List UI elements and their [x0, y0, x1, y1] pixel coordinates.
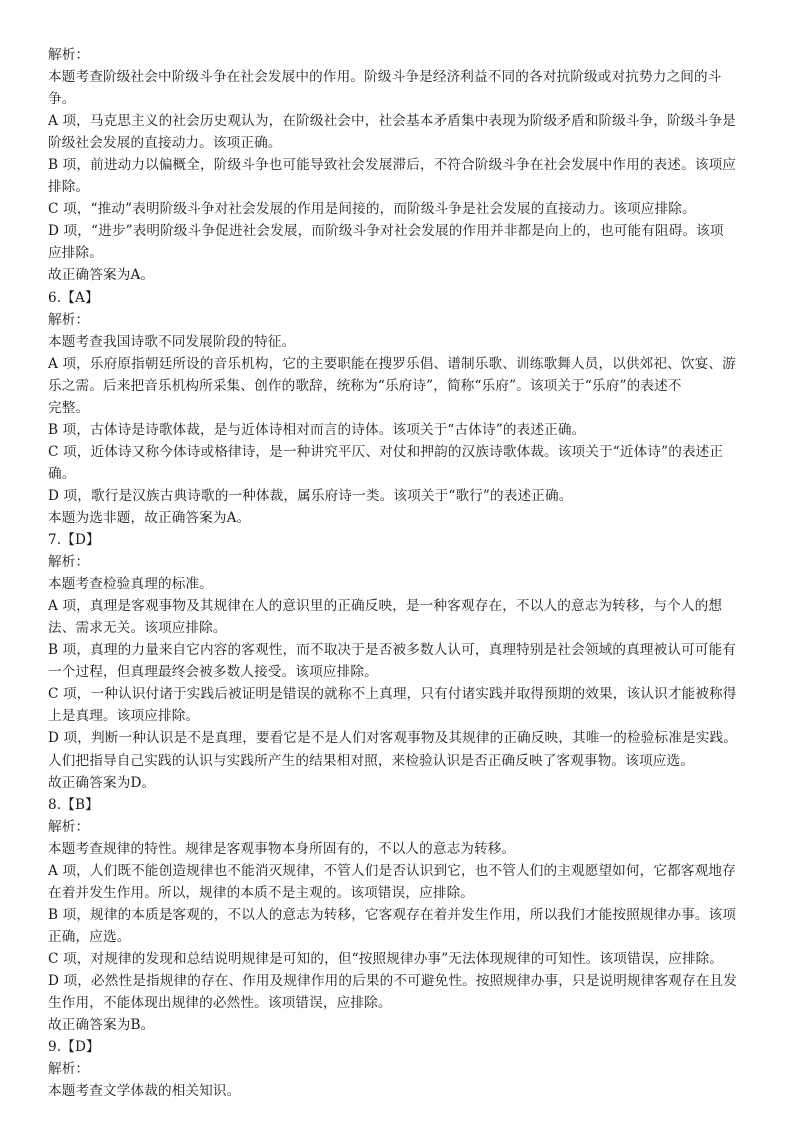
text-line: 正确，应选。 [48, 928, 131, 945]
text-line: A 项，人们既不能创造规律也不能消灭规律，不管人们是否认识到它，也不管人们的主观愿望如何，它都客观地存 [48, 862, 736, 879]
text-line: 在着并发生作用。所以，规律的本质不是主观的。该项错误，应排除。 [48, 884, 475, 901]
text-line: 本题考查我国诗歌不同发展阶段的特征。 [48, 333, 296, 350]
text-line: 6.【A】 [48, 289, 99, 306]
text-line: B 项，规律的本质是客观的，不以人的意志为转移，它客观存在着并发生作用，所以我们才能按照规律办事。该项 [48, 906, 737, 923]
text-line: D 项，判断一种认识是不是真理，要看它是不是人们对客观事物及其规律的正确反映，其唯一的检验标准是实践。 [48, 730, 737, 747]
text-line: 8.【B】 [48, 796, 99, 813]
text-line: 人们把指导自己实践的认识与实践所产生的结果相对照，来检验认识是否正确反映了客观事物。该项应选。 [48, 752, 694, 769]
text-line: D 项，“进步”表明阶级斗争促进社会发展，而阶级斗争对社会发展的作用并非都是向上的，也可能有阻碍。该项 [48, 223, 724, 240]
text-line: 9.【D】 [48, 1039, 100, 1056]
text-line: 排除。 [48, 179, 90, 196]
text-line: 解析： [48, 1061, 90, 1078]
text-line: 完整。 [48, 399, 90, 416]
text-line: D 项，歌行是汉族古典诗歌的一种体裁，属乐府诗一类。该项关于“歌行”的表述正确。 [48, 487, 573, 504]
text-line: A 项，乐府原指朝廷所设的音乐机构，它的主要职能在搜罗乐倡、谱制乐歌、训练歌舞人员，以供郊祀、饮宴、游 [48, 355, 736, 372]
text-line: 上是真理。该项应排除。 [48, 708, 200, 725]
text-line: 7.【D】 [48, 532, 100, 549]
text-line: D 项，必然性是指规律的存在、作用及规律作用的后果的不可避免性。按照规律办事，只是说明规律客观存在且发 [48, 972, 737, 989]
text-line: 本题为选非题，故正确答案为A。 [48, 509, 251, 526]
text-line: 本题考查规律的特性。规律是客观事物本身所固有的，不以人的意志为转移。 [48, 840, 516, 857]
text-line: C 项，对规律的发现和总结说明规律是可知的，但“按照规律办事”无法体现规律的可知性。该项错误，应排除。 [48, 950, 724, 967]
text-line: B 项，真理的力量来自它内容的客观性，而不取决于是否被多数人认可，真理特别是社会领域的真理被认可可能有 [48, 642, 737, 659]
text-line: 解析： [48, 818, 90, 835]
text-line: C 项，“推动”表明阶级斗争对社会发展的作用是间接的，而阶级斗争是社会发展的直接动力。该项应排除。 [48, 201, 696, 218]
text-line: A 项，真理是客观事物及其规律在人的意识里的正确反映，是一种客观存在，不以人的意志为转移，与个人的想 [48, 598, 723, 615]
text-line: C 项，一种认识付诸于实践后被证明是错误的就称不上真理，只有付诸实践并取得预期的效果，该认识才能被称得 [48, 686, 737, 703]
text-line: 一个过程，但真理最终会被多数人接受。该项应排除。 [48, 664, 378, 681]
text-line: 生作用，不能体现出规律的必然性。该项错误，应排除。 [48, 995, 392, 1012]
text-line: 乐之需。后来把音乐机构所采集、创作的歌辞，统称为“乐府诗”，简称“乐府”。该项关于“乐府”的表述不 [48, 377, 682, 394]
text-line: 确。 [48, 465, 76, 482]
text-line: B 项，古体诗是诗歌体裁，是与近体诗相对而言的诗体。该项关于“古体诗”的表述正确。 [48, 421, 586, 438]
text-line: 解析： [48, 554, 90, 571]
text-line: 故正确答案为A。 [48, 267, 155, 284]
text-line: 阶级社会发展的直接动力。该项正确。 [48, 135, 282, 152]
text-line: A 项，马克思主义的社会历史观认为，在阶级社会中，社会基本矛盾集中表现为阶级矛盾和阶级斗争，阶级斗争是 [48, 113, 736, 130]
text-line: C 项，近体诗又称今体诗或格律诗，是一种讲究平仄、对仗和押韵的汉族诗歌体裁。该项关于“近体诗”的表述正 [48, 443, 724, 460]
text-line: B 项，前进动力以偏概全，阶级斗争也可能导致社会发展滞后，不符合阶级斗争在社会发展中作用的表述。该项应 [48, 157, 737, 174]
text-line: 故正确答案为B。 [48, 1017, 155, 1034]
text-line: 故正确答案为D。 [48, 774, 156, 791]
text-line: 应排除。 [48, 245, 103, 262]
text-line: 解析： [48, 311, 90, 328]
answer-explanation-text [48, 44, 770, 1102]
text-line: 本题考查检验真理的标准。 [48, 576, 213, 593]
text-line: 本题考查阶级社会中阶级斗争在社会发展中的作用。阶级斗争是经济利益不同的各对抗阶级或对抗势力之间的斗 [48, 69, 722, 86]
text-line: 解析： [48, 47, 90, 63]
text-line: 法、需求无关。该项应排除。 [48, 620, 227, 637]
text-line: 争。 [48, 91, 76, 108]
text-line: 本题考查文学体裁的相关知识。 [48, 1083, 241, 1100]
